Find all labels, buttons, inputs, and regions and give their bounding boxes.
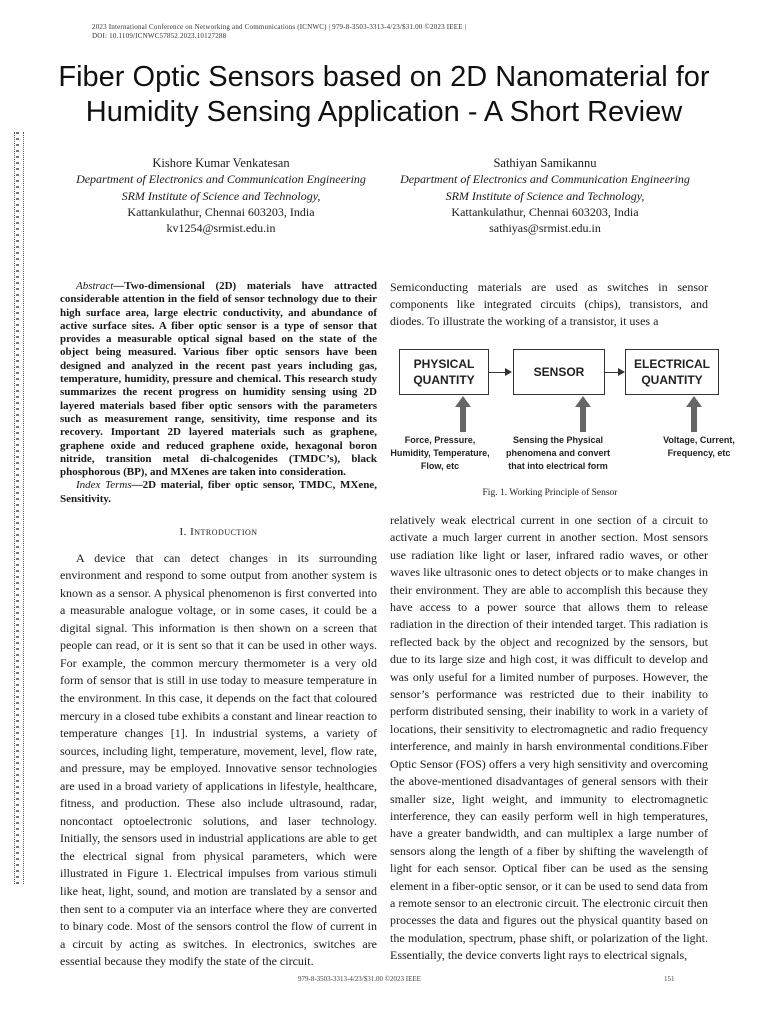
author-name: Sathiyan Samikannu [493, 156, 597, 170]
up-arrow-stem [580, 406, 586, 432]
right-column-bottom [390, 512, 708, 965]
index-terms-text: —2D material, fiber optic sensor, TMDC, MXene, Sensitivity. [60, 479, 377, 505]
right-bottom-paragraph: relatively weak electrical current in one section of a circuit to activate a much larger current in another section. Most sensors use radiation like light or laser, infrared radio waves, or other waves like ultrasonic ones to detect objects or to make changes in their environment. They are able to accomplish this because they have access to a power source that allows them to release radiation in the direction of their intended target. This radiation is reflected back by the object and recognized by the sensors, but due to its large size and high cost, it was difficult to develop and was only useful for a limited number of purposes. However, the sensor’s performance was restricted due to their inability to perform distributed sensing, their inability to work in a variety of locations, their sensitivity to electromagnetic and radio frequency interference, and mainly in harsh environmental conditions.Fiber Optic Sensor (FOS) offers a very high sensitivity and overcoming the above-mentioned disadvantages of general sensors with their smaller size, light weight, and immunity to electromagnetic interference, they can easily perform well in high temperatures, have a greater bandwidth, and can multiplex a large number of sensors along the length of a fiber by shifting the wavelength of light for each sensor. Optical fiber can be used as the sensing element in a fiber-optic sensor, or it can be used to send data from a remote sensor to an electronic circuit. The electronic circuit then processes the data and figures out the physical quantity based on the modulation, spectrum, phase shift, or polarization of the light. Essentially, the device converts light rays to electrical signals, [390, 513, 708, 963]
figure-caption: Fig. 1. Working Principle of Sensor [482, 488, 618, 498]
abstract-label: Abstract [76, 280, 114, 292]
figure-working-principle [392, 342, 740, 472]
up-arrow-stem [691, 406, 697, 432]
left-column [60, 280, 377, 971]
sensor-box: SENSOR [513, 349, 605, 395]
author-institute: SRM Institute of Science and Technology, [121, 188, 321, 203]
up-arrow-physical [458, 396, 468, 432]
introduction-paragraph: A device that can detect changes in its surrounding environment and respond to some output from another system is known as a sensor. A physical phenomenon is first converted into a measurable analogue voltage, or in some cases, it could be a digital signal. This information is then shown on a screen that people can read, or it is sent so that it can be used in other ways. For example, the common mercury thermometer is a very old form of sensor that is still in use today to measure temperature in the environment. In this case, it depends on the fact that coloured mercury in a closed tube exhibits a constant and linear reaction to temperature changes [1]. In industrial systems, a variety of sources, including light, temperature, movement, level, flow rate, and pressure, may be employed. Innovative sensor technologies are used in a broad variety of applications in lifestyle, healthcare, fitness, and production. These also include ultrasound, radar, noncontact optoelectronic solutions, and laser technology. Initially, the sensors used in industrial applications are able to get the electrical signal from physical parameters, which were illustrated in Figure 1. Electrical impulses from various stimuli like heat, light, sound, and motion are translated by a sensor and then sent to a computer via an interface where they are converted to binary code. Most of the sensors control the flow of current in a circuit by acting as switches. In electronics, switches are essential because they modify the state of the circuit. [60, 550, 377, 969]
author-email[interactable]: sathiyas@srmist.edu.in [489, 221, 601, 236]
author-email[interactable]: kv1254@srmist.edu.in [166, 221, 276, 236]
electrical-quantity-examples: Voltage, Current, Frequency, etc [663, 435, 735, 458]
up-arrow-sensor [578, 396, 588, 432]
author-name: Kishore Kumar Venkatesan [152, 156, 290, 170]
abstract [60, 280, 377, 479]
author-department: Department of Electronics and Communication Engineering [400, 172, 690, 187]
right-top-paragraph: Semiconducting materials are used as switches in sensor components like integrated circuits (chips), transistors, and diodes. To illustrate the working of a transistor, it uses a [390, 280, 708, 329]
author-block-1 [56, 155, 386, 236]
conference-header [92, 23, 542, 41]
arrow-physical-to-sensor [488, 372, 510, 373]
index-terms-label: Index Terms [76, 479, 132, 492]
author-location: Kattankulathur, Chennai 603203, India [451, 204, 639, 219]
author-department: Department of Electronics and Communication Engineering [76, 172, 366, 187]
conference-header-line-2: DOI: 10.1109/ICNWC57852.2023.10127288 [92, 32, 227, 40]
side-license-marks [16, 132, 19, 884]
electrical-quantity-box: ELECTRICAL QUANTITY [625, 349, 719, 395]
abstract-text: —Two-dimensional (2D) materials have attracted considerable attention in the field of sensor technology due to their high surface area, large electric conductivity, and abundance of active surface sites. A fiber optic sensor is a type of sensor that provides a measurable optical signal based on the state of the object being measured. Various fiber optic sensors have been designed and analyzed in the recent past years including gas, temperature, humidity, pressure and chemical. This research study summarizes the recent progress on humidity sensing using 2D layered materials based fiber optic sensors with the parameters such as measurement range, sensitivity, time response and its recovery. Important 2D layered materials such as graphene, graphene oxide and reduced graphene oxide, hexagonal boron nitride, transition metal di-chalcogenides (TMDC’s), black phosphorous (BP), and MXenes are taken into consideration. [60, 280, 377, 479]
up-arrow-stem [460, 406, 466, 432]
page-number: 151 [664, 975, 675, 983]
arrow-sensor-to-electrical [604, 372, 623, 373]
right-column-top [390, 279, 708, 331]
physical-quantity-examples: Force, Pressure, Humidity, Temperature, Flow, etc [390, 435, 490, 471]
sensor-description: Sensing the Physical phenomena and convert that into electrical form [505, 435, 611, 471]
paper-title: Fiber Optic Sensors based on 2D Nanomaterial for Humidity Sensing Application - A Short Review [58, 61, 710, 128]
section-heading-introduction: I. Introduction [179, 526, 258, 539]
physical-quantity-box: PHYSICAL QUANTITY [399, 349, 489, 395]
up-arrow-electrical [689, 396, 699, 432]
author-institute: SRM Institute of Science and Technology, [445, 188, 645, 203]
footer-copyright: 979-8-3503-3313-4/23/$31.00 ©2023 IEEE [298, 975, 421, 983]
author-block-2 [380, 155, 710, 236]
conference-header-line-1: 2023 International Conference on Networking and Communications (ICNWC) | 979-8-3503-3313-4/23/$31.00 ©2023 IEEE | [92, 23, 467, 31]
author-location: Kattankulathur, Chennai 603203, India [127, 204, 315, 219]
index-terms [60, 479, 377, 506]
